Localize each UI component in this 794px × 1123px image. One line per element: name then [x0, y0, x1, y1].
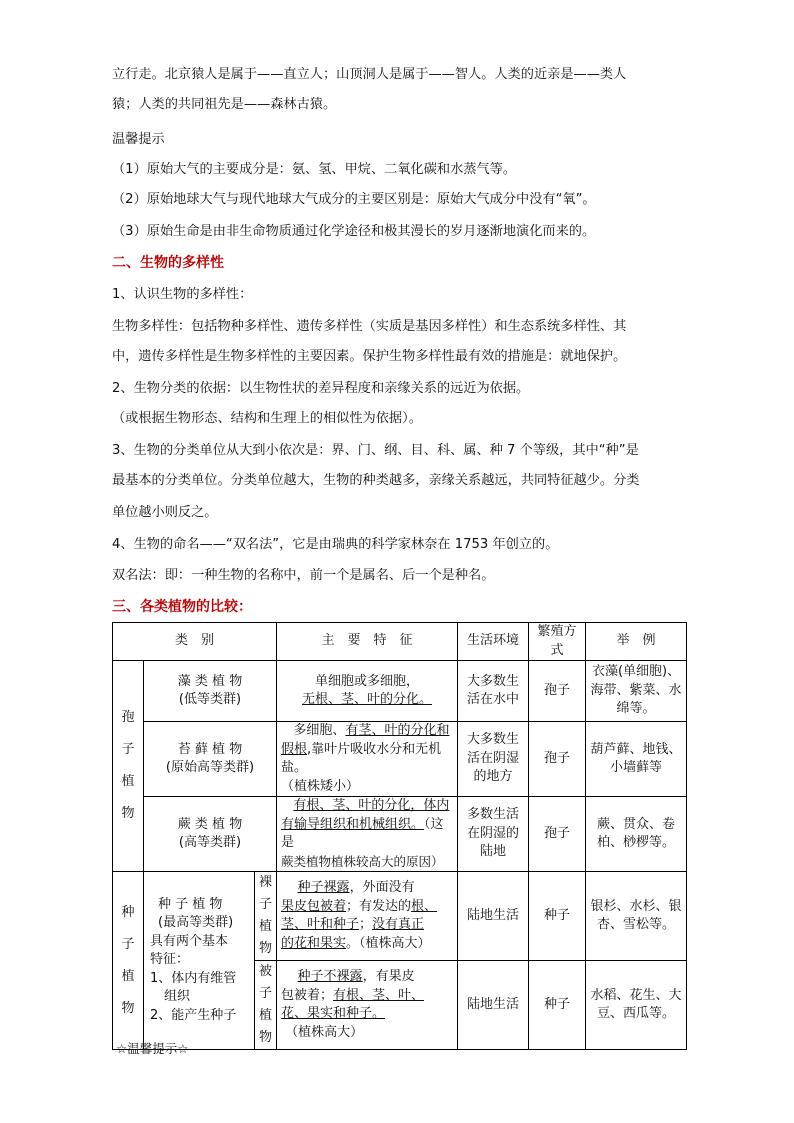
moss-example: 葫芦藓、地钱、小墙藓等	[586, 722, 687, 797]
algae-example: 衣藻(单细胞)、海带、紫菜、水绵等。	[586, 661, 687, 722]
algae-reproduction: 孢子	[529, 661, 586, 722]
angiosperm-label: 被子植物	[255, 961, 277, 1050]
tip-item-1: （1）原始大气的主要成分是：氨、氢、甲烷、二氧化碳和水蒸气等。	[112, 162, 517, 177]
angiosperm-example: 水稻、花生、大豆、西瓜等。	[586, 961, 687, 1050]
header-category: 类 别	[113, 623, 277, 661]
table-row-fern	[113, 797, 687, 872]
header-feature: 主 要 特 征	[277, 623, 458, 661]
intro-line-2: 猿；人类的共同祖先是——森林古猿。	[112, 97, 337, 112]
algae-feature: 单细胞或多细胞， 无根、茎、叶的分化。	[277, 661, 458, 722]
table-row-gymnosperm	[113, 872, 687, 961]
table-row-algae	[113, 661, 687, 722]
header-habitat: 生活环境	[458, 623, 529, 661]
seed-plants-group: 种子植物	[113, 872, 144, 1050]
header-reproduction: 繁殖方式	[529, 623, 586, 661]
moss-reproduction: 孢子	[529, 722, 586, 797]
paragraph: （或根据生物形态、结构和生理上的相似性为依据）。	[112, 411, 422, 426]
paragraph: 最基本的分类单位。分类单位越大，生物的种类越多，亲缘关系越远，共同特征越少。分类	[112, 473, 640, 488]
seed-plants-description: 种 子 植 物 (最高等类群) 具有两个基本 特征： 1、体内有维管 组织 2、能产生种子	[144, 872, 255, 1050]
tip-item-2: （2）原始地球大气与现代地球大气成分的主要区别是：原始大气成分中没有“氧”。	[112, 192, 596, 207]
header-example: 举 例	[586, 623, 687, 661]
angiosperm-reproduction: 种子	[529, 961, 586, 1050]
section-heading-diversity: 二、生物的多样性	[112, 255, 224, 271]
paragraph: 双名法：即：一种生物的名称中，前一个是属名、后一个是种名。	[112, 568, 495, 583]
angiosperm-feature: 种子不裸露，有果皮 包被着；有根、茎、叶、 花、果实和种子。 （植株高大）	[277, 961, 458, 1050]
paragraph: 中，遗传多样性是生物多样性的主要因素。保护生物多样性最有效的措施是：就地保护。	[112, 349, 627, 364]
moss-name: 苔 藓 植 物 (原始高等类群)	[144, 722, 277, 797]
plant-comparison-table	[112, 622, 687, 1050]
paragraph: 4、生物的命名——“双名法”，它是由瑞典的科学家林奈在 1753 年创立的。	[112, 537, 559, 552]
tips-title: 温馨提示	[112, 132, 165, 147]
gymnosperm-habitat: 陆地生活	[458, 872, 529, 961]
tip-item-3: （3）原始生命是由非生命物质通过化学途径和极其漫长的岁月逐渐地演化而来的。	[112, 224, 596, 239]
table-row-moss	[113, 722, 687, 797]
section-heading-plants: 三、各类植物的比较：	[112, 599, 252, 615]
paragraph: 单位越小则反之。	[112, 505, 218, 520]
algae-habitat: 大多数生活在水中	[458, 661, 529, 722]
gymnosperm-example: 银杉、水杉、银杏、雪松等。	[586, 872, 687, 961]
paragraph: 1、认识生物的多样性：	[112, 287, 253, 302]
paragraph: 2、生物分类的依据：以生物性状的差异程度和亲缘关系的远近为依据。	[112, 381, 530, 396]
table-header-row	[113, 623, 687, 661]
spore-plants-group: 孢子植物	[113, 661, 144, 872]
fern-feature: 有根、茎、叶的分化，体内 有输导组织和机械组织。（这是 蕨类植物植株较高大的原因）	[277, 797, 458, 872]
gymnosperm-reproduction: 种子	[529, 872, 586, 961]
paragraph: 3、生物的分类单位从大到小依次是：界、门、纲、目、科、属、种 7 个等级，其中“种”是	[112, 443, 639, 458]
gymnosperm-label: 裸子植物	[255, 872, 277, 961]
moss-feature: 多细胞、有茎、叶的分化和 假根,靠叶片吸收水分和无机盐。 （植株矮小）	[277, 722, 458, 797]
gymnosperm-feature: 种子裸露，外面没有 果皮包被着；有发达的根、 茎、叶和种子；没有真正 的花和果实。（植株高大）	[277, 872, 458, 961]
fern-name: 蕨 类 植 物 (高等类群)	[144, 797, 277, 872]
intro-line-1: 立行走。北京猿人是属于——直立人；山顶洞人是属于——智人。人类的近亲是——类人	[112, 67, 627, 82]
angiosperm-habitat: 陆地生活	[458, 961, 529, 1050]
fern-reproduction: 孢子	[529, 797, 586, 872]
algae-name: 藻 类 植 物 (低等类群)	[144, 661, 277, 722]
fern-example: 蕨、贯众、卷柏、桫椤等。	[586, 797, 687, 872]
moss-habitat: 大多数生活在阴湿的地方	[458, 722, 529, 797]
paragraph: 生物多样性：包括物种多样性、遗传多样性（实质是基因多样性）和生态系统多样性、其	[112, 319, 627, 334]
fern-habitat: 多数生活在阴湿的陆地	[458, 797, 529, 872]
footer-tips: ☆温馨提示☆	[116, 1041, 189, 1056]
